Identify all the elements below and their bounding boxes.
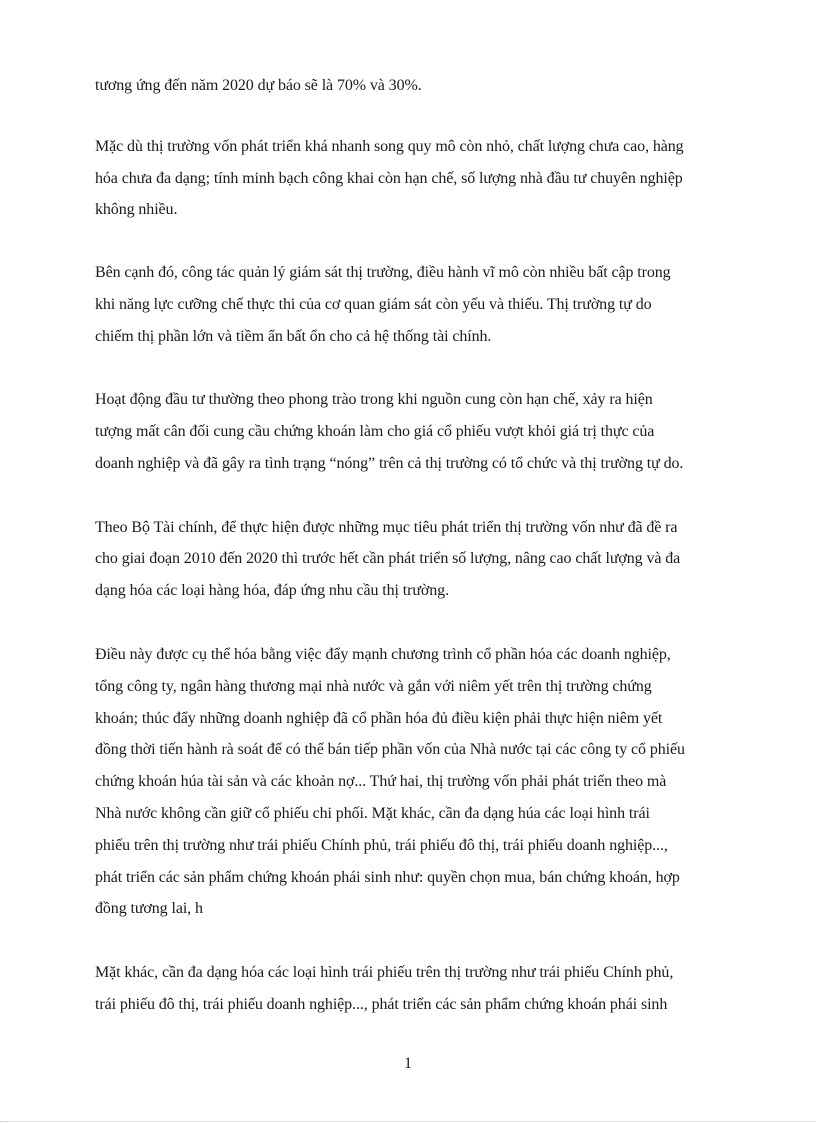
page-bottom-divider xyxy=(0,1121,816,1122)
text-line: tương ứng đến năm 2020 dự báo sẽ là 70% và 30%. xyxy=(95,77,422,94)
text-line: Bên cạnh đó, công tác quản lý giám sát thị trường, điều hành vĩ mô còn nhiều bất cập trong xyxy=(95,264,671,281)
text-line: đồng tương lai, h xyxy=(95,900,203,917)
text-line: Điều này được cụ thể hóa bằng việc đẩy mạnh chương trình cổ phần hóa các doanh nghiệp, xyxy=(95,646,671,663)
text-line: đồng thời tiến hành rà soát để có thể bán tiếp phần vốn của Nhà nước tại các công ty cổ phiếu xyxy=(95,741,685,758)
text-line: tổng công ty, ngân hàng thương mại nhà nước và gắn với niêm yết trên thị trường chứng xyxy=(95,678,652,695)
text-line: dạng hóa các loại hàng hóa, đáp ứng nhu cầu thị trường. xyxy=(95,582,449,599)
text-line: Theo Bộ Tài chính, để thực hiện được những mục tiêu phát triển thị trường vốn như đã đề ra xyxy=(95,519,678,536)
text-line: phiếu trên thị trường như trái phiếu Chính phủ, trái phiếu đô thị, trái phiếu doanh nghiệp..., xyxy=(95,837,668,854)
text-line: phát triển các sản phẩm chứng khoán phái sinh như: quyền chọn mua, bán chứng khoán, hợp xyxy=(95,869,680,886)
text-line: hóa chưa đa dạng; tính minh bạch công khai còn hạn chế, số lượng nhà đầu tư chuyên nghiệp xyxy=(95,170,683,187)
text-line: cho giai đoạn 2010 đến 2020 thì trước hết cần phát triển số lượng, nâng cao chất lượng và đa xyxy=(95,550,681,567)
text-line: Mặt khác, cần đa dạng hóa các loại hình trái phiếu trên thị trường như trái phiếu Chính phủ, xyxy=(95,964,674,981)
text-line: chứng khoán húa tài sản và các khoản nợ... Thứ hai, thị trường vốn phải phát triển theo mà xyxy=(95,773,667,790)
text-line: khi năng lực cưỡng chế thực thi của cơ quan giám sát còn yếu và thiếu. Thị trường tự do xyxy=(95,296,652,313)
page-number: 1 xyxy=(404,1055,412,1072)
text-line: Hoạt động đầu tư thường theo phong trào trong khi nguồn cung còn hạn chế, xảy ra hiện xyxy=(95,391,653,408)
text-line: Mặc dù thị trường vốn phát triển khá nhanh song quy mô còn nhỏ, chất lượng chưa cao, hàng xyxy=(95,138,684,155)
text-line: trái phiếu đô thị, trái phiếu doanh nghiệp..., phát triển các sản phẩm chứng khoán phái sinh xyxy=(95,996,668,1013)
text-line: doanh nghiệp và đã gây ra tình trạng “nóng” trên cả thị trường có tổ chức và thị trường tự do. xyxy=(95,455,684,472)
text-line: Nhà nước không cần giữ cổ phiếu chi phối. Mặt khác, cần đa dạng húa các loại hình trái xyxy=(95,805,650,822)
text-line: chiếm thị phần lớn và tiềm ẩn bất ổn cho cả hệ thống tài chính. xyxy=(95,328,492,345)
text-line: khoán; thúc đẩy những doanh nghiệp đã cổ phần hóa đủ điều kiện phải thực hiện niêm yết xyxy=(95,710,663,727)
text-line: không nhiều. xyxy=(95,201,178,218)
text-line: tượng mất cân đối cung cầu chứng khoán làm cho giá cổ phiếu vượt khỏi giá trị thực của xyxy=(95,423,655,440)
